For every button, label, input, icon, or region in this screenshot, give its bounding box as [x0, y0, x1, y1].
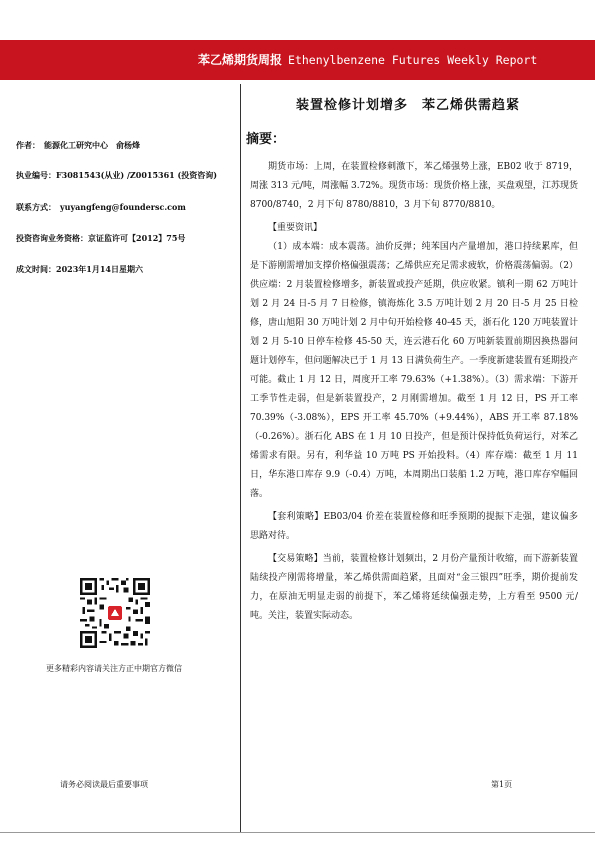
market-paragraph: 期货市场：上周，在装置检修刺激下，苯乙烯强势上涨，EB02 收于 8719，周涨 313 元/吨，周涨幅 3.72%。现货市场：现货价格上涨，买盘观望，江苏现货 8700/8740，2 月下旬 8780/8810，3 月下旬 8770/8810。 [250, 162, 578, 210]
report-title [198, 51, 537, 68]
report-title-en: Ethenylbenzene Futures Weekly Report [288, 53, 538, 67]
news-heading: 【重要资讯】 [268, 223, 323, 233]
abstract-title: 摘要： [246, 132, 286, 147]
report-title-cn: 苯乙烯期货周报 [198, 53, 283, 67]
date: 成文时间：2023年1月14日星期六 [16, 264, 143, 274]
qualification: 投资咨询业务资格：京证监许可【2012】75号 [16, 233, 186, 243]
footer-disclaimer: 请务必阅读最后重要事项 [60, 780, 148, 789]
author: 作者： 能源化工研究中心 俞杨烽 [16, 140, 140, 150]
abstract-body [250, 158, 578, 630]
qr-code-icon [80, 578, 150, 648]
license-number: 执业编号：F3081543(从业) /Z0015361 (投资咨询) [16, 170, 218, 180]
qr-caption: 更多精彩内容请关注方正中期官方微信 [46, 664, 182, 673]
column-divider [240, 84, 241, 832]
trading-paragraph: 【交易策略】当前，装置检修计划频出，2 月份产量预计收缩，而下游新装置陆续投产刚需将增量，苯乙烯供需面趋紧，且面对“金三银四”旺季，期价提前发力，在原油无明显走弱的前提下，苯乙烯将延续偏强走势，上方看至 9500 元/吨。关注，装置实际动态。 [250, 554, 578, 621]
arbitrage-paragraph: 【套利策略】EB03/04 价差在装置检修和旺季预期的提振下走强，建议偏多思路对待。 [250, 512, 578, 541]
news-paragraph: （1）成本端：成本震荡。油价反弹；纯苯国内产量增加，港口持续累库，但是下游刚需增加支撑价格偏强震荡；乙烯供应充足需求疲软，价格震荡偏弱。（2）供应端：2 月装置检修增多，新装置或投产延期，供应收紧。镇利一期 62 万吨计划 2 月 24 日-5 月 7 日检修，镇海炼化 3.5 万吨计划 2 月 20 日-5 月 25 日检修，唐山旭阳 30 万吨计划 2 月中旬开始检修 40-45 天，浙石化 120 万吨装置计划 2 月 5-10 日停车检修 45-50 天，连云港石化 60 万吨新装置前期因换热器问题计划停车，但问题解决已于 1 月 13 日满负荷生产。一季度新建装置有延期投产可能。截止 1 月 12 日，周度开工率 79.63%（+1.38%）。（3）需求端：下游开工季节性走弱，但是新装置投产，2 月刚需增加。截至 1 月 12 日，PS 开工率 70.39%（-3.08%），EPS 开工率 45.70%（+9.44%），ABS 开工率 87.18%（-0.26%）。浙石化 ABS 在 1 月 10 日投产，但是预计保持低负荷运行，对苯乙烯需求有限。另有，利华益 10 万吨 PS 开始投料。（4）库存端：截至 1 月 11 日，华东港口库存 9.9（-0.4）万吨，本周期出口装船 1.2 万吨，港口库存窄幅回落。 [250, 242, 578, 499]
header-banner [0, 40, 595, 80]
page-number: 第1页 [491, 780, 513, 789]
footer-divider [0, 832, 595, 833]
contact: 联系方式： yuyangfeng@foundersc.com [16, 202, 186, 212]
headline: 装置检修计划增多 苯乙烯供需趋紧 [296, 98, 521, 113]
